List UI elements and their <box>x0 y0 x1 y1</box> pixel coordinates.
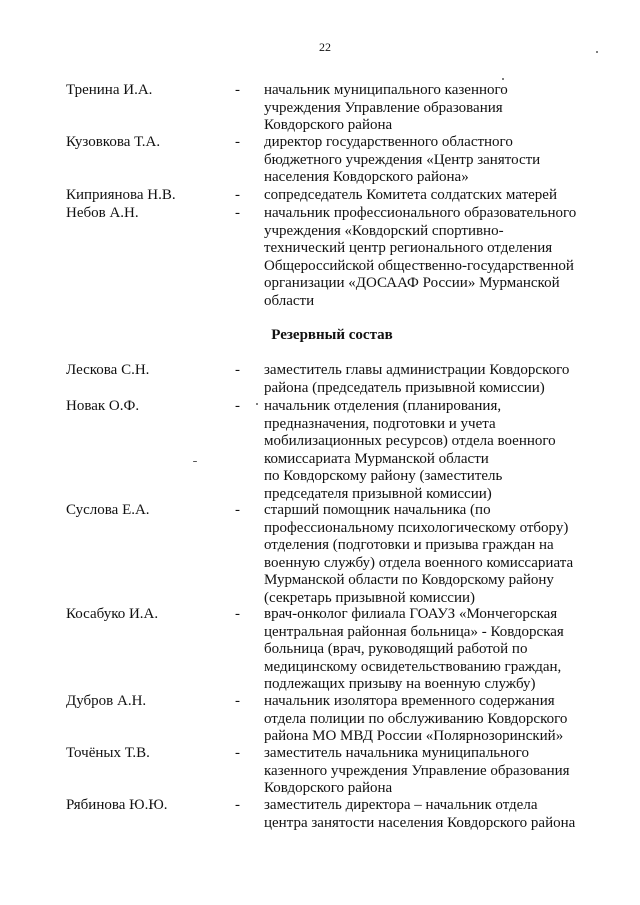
member-name: Кузовкова Т.А. <box>66 134 161 150</box>
member-dash: - <box>235 134 240 150</box>
member-dash: - <box>235 398 240 414</box>
member-name: Дубров А.Н. <box>66 693 147 709</box>
position-line: отделения (подготовки и призыва граждан на <box>264 537 554 553</box>
member-dash: - <box>235 745 240 761</box>
member-position <box>264 205 594 310</box>
member-dash: - <box>235 187 240 203</box>
position-line: отдела полиции по обслуживанию Ковдорского <box>264 710 568 727</box>
member-name: Точёных Т.В. <box>66 745 150 761</box>
position-line: Общероссийской общественно-государственной <box>264 257 574 274</box>
position-line: председателя призывной комиссии) <box>264 485 492 502</box>
member-position <box>264 362 594 397</box>
member-position <box>264 82 594 135</box>
position-line: подлежащих призыву на военную службу) <box>264 676 536 692</box>
member-position <box>264 797 594 832</box>
position-line: центра занятости населения Ковдорского района <box>264 814 576 831</box>
member-dash: - <box>235 693 240 709</box>
member-position <box>264 398 594 503</box>
position-line: района (председатель призывной комиссии) <box>264 379 545 396</box>
position-line: комиссариата Мурманской области <box>264 450 489 467</box>
position-line: учреждения Управление образования <box>264 99 503 116</box>
member-name: Новак О.Ф. <box>66 398 140 414</box>
position-line: района МО МВД России «Полярнозоринский» <box>264 728 564 744</box>
position-line: начальник профессионального образовательного <box>264 205 577 221</box>
member-position <box>264 606 594 694</box>
member-dash: - <box>235 797 240 813</box>
position-line: директор государственного областного <box>264 134 513 150</box>
position-line: заместитель начальника муниципального <box>264 745 529 761</box>
position-line: мобилизационных ресурсов) отдела военного <box>264 433 556 449</box>
position-line: Ковдорского района <box>264 117 393 133</box>
position-line: начальник муниципального казенного <box>264 82 508 98</box>
member-position <box>264 187 594 205</box>
member-name: Суслова Е.А. <box>66 502 150 518</box>
member-name: Небов А.Н. <box>66 205 139 221</box>
scan-speck <box>193 461 197 462</box>
position-line: врач-онколог филиала ГОАУЗ «Мончегорская <box>264 606 558 622</box>
position-line: начальник изолятора временного содержания <box>264 693 555 709</box>
member-dash: - <box>235 205 240 221</box>
member-position <box>264 134 594 187</box>
position-line: казенного учреждения Управление образования <box>264 762 570 779</box>
position-line: бюджетного учреждения «Центр занятости <box>264 151 541 168</box>
member-dash: - <box>235 362 240 378</box>
position-line: старший помощник начальника (по <box>264 502 491 518</box>
position-line: предназначения, подготовки и учета <box>264 415 496 432</box>
scan-speck <box>502 78 504 80</box>
position-line: начальник отделения (планирования, <box>264 398 502 414</box>
scan-speck <box>596 51 598 53</box>
position-line: сопредседатель Комитета солдатских матерей <box>264 187 557 203</box>
position-line: организации «ДОСААФ России» Мурманской <box>264 275 560 291</box>
position-line: заместитель директора – начальник отдела <box>264 797 538 813</box>
position-line: заместитель главы администрации Ковдорского <box>264 362 570 378</box>
member-position <box>264 502 594 607</box>
position-line: военную службу) отдела военного комиссариата <box>264 554 574 571</box>
reserve-section-title: Резервный состав <box>271 327 393 343</box>
position-line: области <box>264 292 315 309</box>
position-line: больница (врач, руководящий работой по <box>264 641 528 657</box>
position-line: Ковдорского района <box>264 780 393 796</box>
position-line: (секретарь призывной комиссии) <box>264 589 475 606</box>
position-line: по Ковдорскому району (заместитель <box>264 468 503 484</box>
member-dash: - <box>235 502 240 518</box>
member-name: Лескова С.Н. <box>66 362 150 378</box>
member-position <box>264 693 594 746</box>
position-line: профессиональному психологическому отбору) <box>264 519 569 536</box>
position-line: населения Ковдорского района» <box>264 169 469 185</box>
page-number: 22 <box>319 40 331 54</box>
member-name: Рябинова Ю.Ю. <box>66 797 168 813</box>
member-name: Киприянова Н.В. <box>66 187 176 203</box>
position-line: центральная районная больница» - Ковдорская <box>264 623 564 640</box>
position-line: медицинскому освидетельствованию граждан, <box>264 658 562 675</box>
member-name: Тренина И.А. <box>66 82 153 98</box>
member-dash: - <box>235 606 240 622</box>
position-line: Мурманской области по Ковдорскому району <box>264 572 554 588</box>
member-dash: - <box>235 82 240 98</box>
member-name: Косабуко И.А. <box>66 606 159 622</box>
member-position <box>264 745 594 798</box>
scan-speck <box>256 403 258 405</box>
position-line: технический центр регионального отделения <box>264 240 553 256</box>
position-line: учреждения «Ковдорский спортивно- <box>264 222 504 239</box>
